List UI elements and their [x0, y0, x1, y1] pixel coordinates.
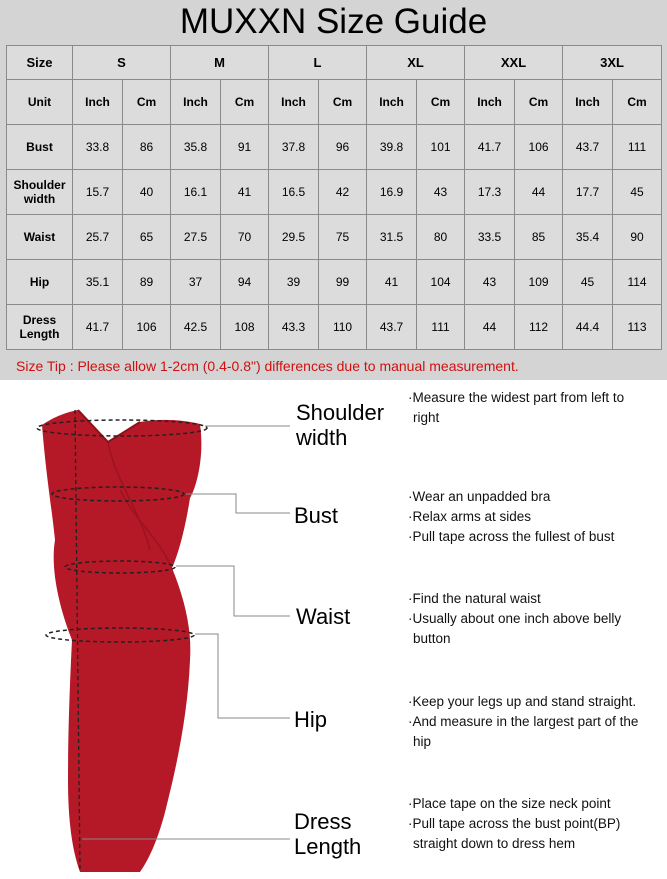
length-label [294, 809, 361, 859]
table-cell: 35.1 [73, 260, 123, 305]
table-cell: 37.8 [269, 125, 319, 170]
size-xxl-header: XXL [465, 46, 563, 80]
description-line: hip [413, 734, 432, 749]
length-label-line-1: Dress [294, 809, 352, 834]
table-cell: 43.3 [269, 305, 319, 350]
hip-label: Hip [294, 707, 328, 732]
size-3xl-header: 3XL [563, 46, 662, 80]
table-cell: 99 [319, 260, 367, 305]
unit-label: Unit [7, 80, 73, 125]
table-cell: 112 [515, 305, 563, 350]
table-cell: 33.5 [465, 215, 515, 260]
table-cell: 91 [221, 125, 269, 170]
table-cell: 43 [417, 170, 465, 215]
table-cell: 44 [515, 170, 563, 215]
waist-leader-line [176, 566, 290, 616]
table-cell: 43 [465, 260, 515, 305]
row-label-hip: Hip [7, 260, 73, 305]
table-cell: 104 [417, 260, 465, 305]
table-cell: 25.7 [73, 215, 123, 260]
table-cell: 111 [613, 125, 662, 170]
table-cell: 96 [319, 125, 367, 170]
size-guide-panel [0, 0, 667, 380]
table-row [7, 125, 662, 170]
description-line: ·Relax arms at sides [408, 509, 532, 524]
table-cell: 44 [465, 305, 515, 350]
table-cell: 16.5 [269, 170, 319, 215]
size-l-header: L [269, 46, 367, 80]
table-row [7, 260, 662, 305]
table-cell: 35.8 [171, 125, 221, 170]
table-cell: 17.3 [465, 170, 515, 215]
table-cell: 90 [613, 215, 662, 260]
table-cell: 70 [221, 215, 269, 260]
table-cell: 86 [123, 125, 171, 170]
unit-inch: Inch [465, 80, 515, 125]
table-cell: 106 [515, 125, 563, 170]
description-line: straight down to dress hem [413, 836, 576, 851]
unit-cm: Cm [123, 80, 171, 125]
description-line: ·Pull tape across the fullest of bust [408, 529, 615, 544]
table-cell: 35.4 [563, 215, 613, 260]
table-row [7, 215, 662, 260]
table-cell: 114 [613, 260, 662, 305]
shoulder-label-line-2: width [296, 425, 348, 450]
table-cell: 29.5 [269, 215, 319, 260]
table-cell: 113 [613, 305, 662, 350]
table-cell: 43.7 [563, 125, 613, 170]
unit-inch: Inch [367, 80, 417, 125]
description-line: ·Pull tape across the bust point(BP) [408, 816, 621, 831]
table-cell: 110 [319, 305, 367, 350]
description-line: button [413, 631, 451, 646]
table-cell: 45 [563, 260, 613, 305]
shoulder-description [408, 388, 624, 428]
unit-cm: Cm [417, 80, 465, 125]
bust-label: Bust [294, 503, 339, 528]
table-cell: 85 [515, 215, 563, 260]
size-s-header: S [73, 46, 171, 80]
waist-label: Waist [296, 604, 351, 629]
unit-inch: Inch [73, 80, 123, 125]
description-line: ·Place tape on the size neck point [408, 796, 611, 811]
table-cell: 41.7 [73, 305, 123, 350]
unit-cm: Cm [515, 80, 563, 125]
shoulder-label-line-1: Shoulder [296, 400, 385, 425]
table-cell: 43.7 [367, 305, 417, 350]
table-cell: 31.5 [367, 215, 417, 260]
hip-leader-line [195, 634, 290, 718]
size-m-header: M [171, 46, 269, 80]
description-line: right [413, 410, 440, 425]
row-label-waist: Waist [7, 215, 73, 260]
size-header-row [7, 46, 662, 80]
table-cell: 41 [221, 170, 269, 215]
row-label-shoulder-width: Shoulder width [7, 170, 73, 215]
description-line: ·Keep your legs up and stand straight. [408, 694, 637, 709]
table-cell: 41 [367, 260, 417, 305]
table-cell: 108 [221, 305, 269, 350]
size-tip: Size Tip : Please allow 1-2cm (0.4-0.8") differences due to manual measurement. [16, 358, 519, 374]
table-cell: 16.1 [171, 170, 221, 215]
table-cell: 17.7 [563, 170, 613, 215]
waist-description [408, 589, 621, 649]
bust-description [408, 487, 614, 547]
table-cell: 40 [123, 170, 171, 215]
description-line: ·Measure the widest part from left to [408, 390, 625, 405]
table-cell: 101 [417, 125, 465, 170]
table-cell: 39 [269, 260, 319, 305]
table-cell: 75 [319, 215, 367, 260]
row-label-bust: Bust [7, 125, 73, 170]
unit-row [7, 80, 662, 125]
table-cell: 41.7 [465, 125, 515, 170]
description-line: ·And measure in the largest part of the [408, 714, 639, 729]
table-cell: 89 [123, 260, 171, 305]
unit-cm: Cm [221, 80, 269, 125]
hip-description [408, 692, 638, 752]
table-cell: 33.8 [73, 125, 123, 170]
description-line: ·Wear an unpadded bra [408, 489, 551, 504]
unit-cm: Cm [319, 80, 367, 125]
table-cell: 94 [221, 260, 269, 305]
table-cell: 111 [417, 305, 465, 350]
length-label-line-2: Length [294, 834, 362, 859]
unit-inch: Inch [269, 80, 319, 125]
table-cell: 37 [171, 260, 221, 305]
table-cell: 109 [515, 260, 563, 305]
table-cell: 45 [613, 170, 662, 215]
row-label-dress-length: Dress Length [7, 305, 73, 350]
shoulder-label [296, 400, 384, 450]
length-description [408, 794, 620, 854]
table-cell: 15.7 [73, 170, 123, 215]
table-row [7, 170, 662, 215]
table-cell: 16.9 [367, 170, 417, 215]
dress-shape [42, 410, 201, 872]
description-line: ·Find the natural waist [408, 591, 541, 606]
table-cell: 44.4 [563, 305, 613, 350]
table-cell: 65 [123, 215, 171, 260]
table-cell: 80 [417, 215, 465, 260]
table-cell: 42.5 [171, 305, 221, 350]
unit-cm: Cm [613, 80, 662, 125]
table-cell: 39.8 [367, 125, 417, 170]
table-row [7, 305, 662, 350]
table-cell: 27.5 [171, 215, 221, 260]
size-header-label: Size [7, 46, 73, 80]
size-table [6, 45, 662, 350]
size-xl-header: XL [367, 46, 465, 80]
table-cell: 42 [319, 170, 367, 215]
bust-leader-line [186, 494, 290, 513]
table-cell: 106 [123, 305, 171, 350]
unit-inch: Inch [563, 80, 613, 125]
unit-inch: Inch [171, 80, 221, 125]
description-line: ·Usually about one inch above belly [408, 611, 622, 626]
size-guide-title: MUXXN Size Guide [179, 2, 488, 41]
dress-illustration [0, 380, 300, 879]
